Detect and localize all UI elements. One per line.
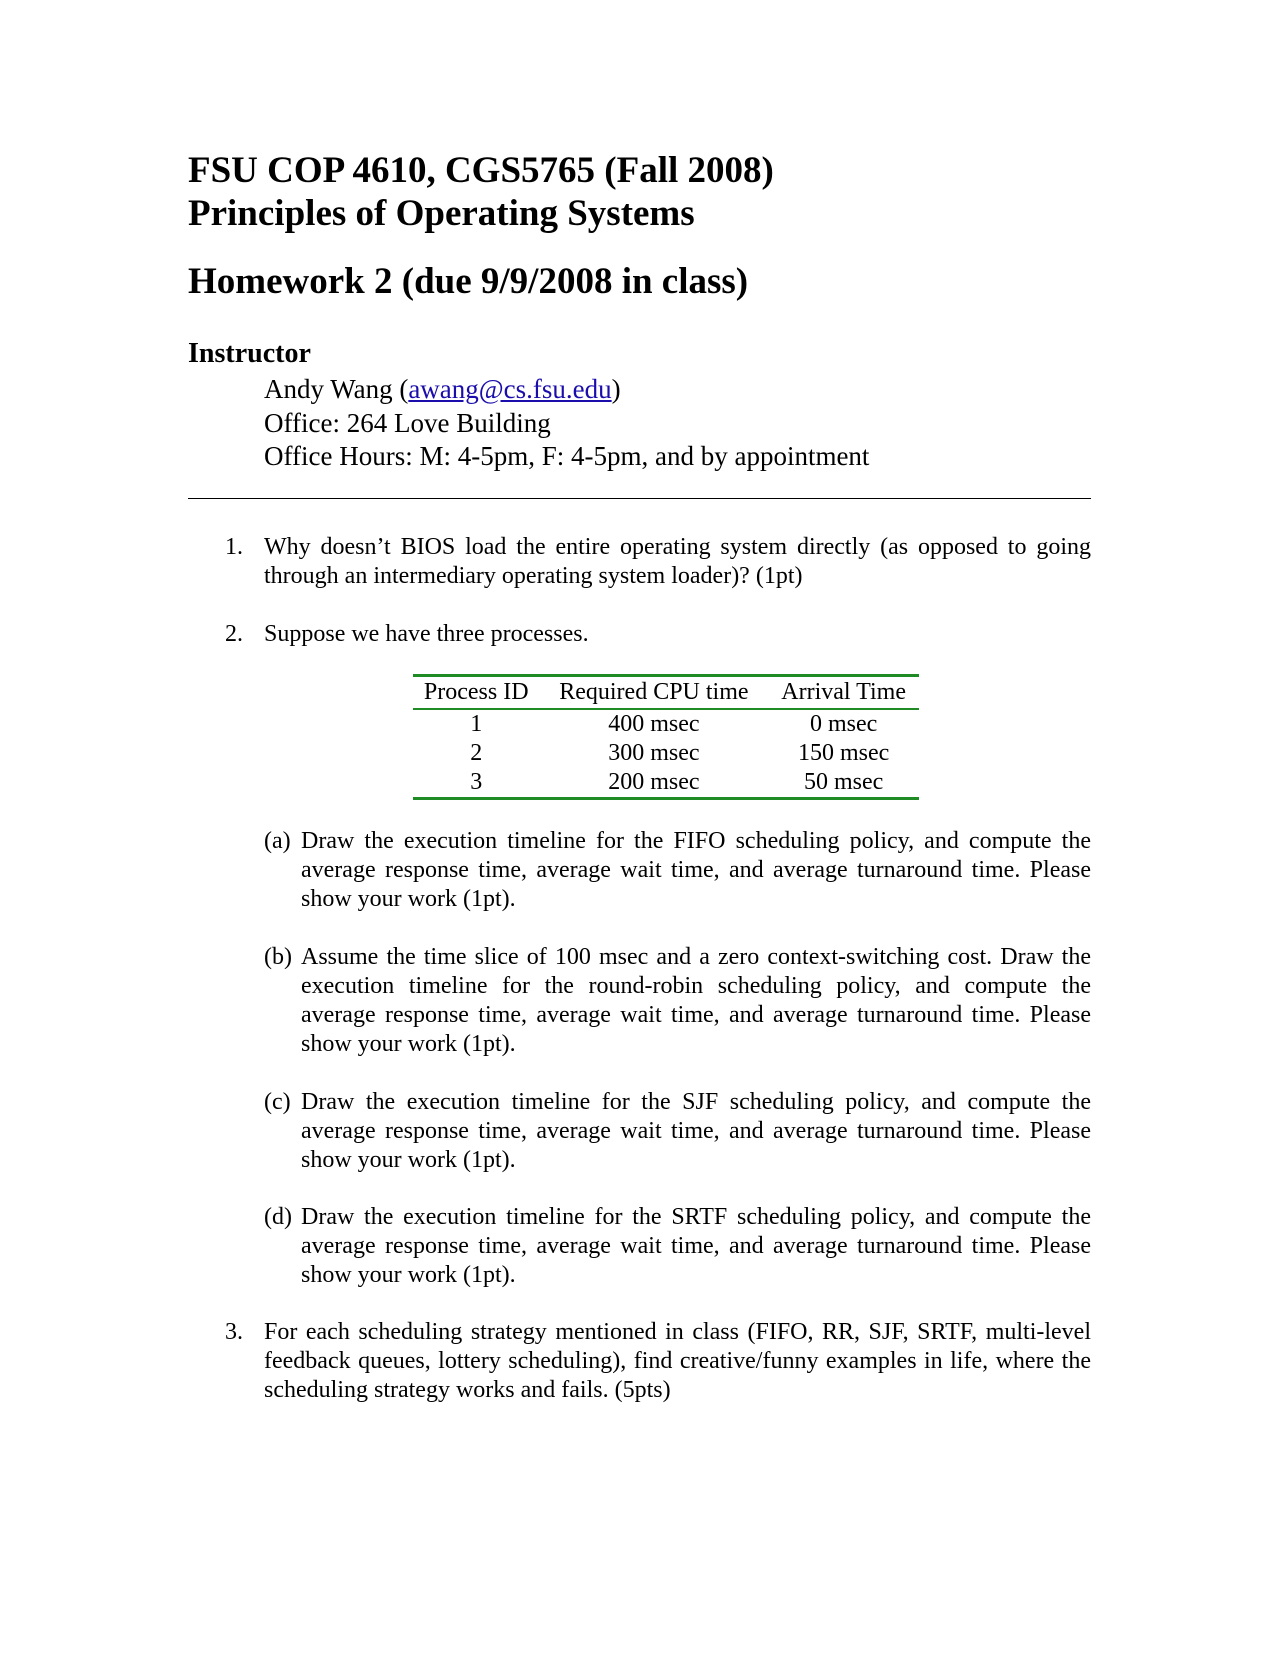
instructor-email-link[interactable]: awang@cs.fsu.edu bbox=[408, 374, 612, 404]
column-header: Process ID bbox=[423, 679, 529, 705]
table-cell: 0 msec bbox=[809, 711, 878, 737]
table-cell: 300 msec bbox=[608, 740, 700, 766]
column-header: Required CPU time bbox=[559, 679, 749, 705]
subpart-label: (c) bbox=[264, 1089, 291, 1115]
column-header: Arrival Time bbox=[781, 679, 906, 705]
subpart-a bbox=[264, 827, 1091, 914]
table-row bbox=[413, 709, 919, 739]
subpart-text: Draw the execution timeline for the SJF scheduling policy, and compute the average response time, average wait time, and average turnaround time. Please show your work (1pt). bbox=[301, 1089, 1091, 1173]
table-cell: 1 bbox=[470, 711, 483, 737]
question-number: 2. bbox=[225, 621, 243, 647]
question-1 bbox=[225, 533, 1091, 591]
question-2 bbox=[225, 620, 1091, 649]
subpart-text: Assume the time slice of 100 msec and a zero context-switching cost. Draw the execution timeline for the round-robin scheduling policy, and compute the average response time, average wait time, and average turnaround time. Please show your work (1pt). bbox=[301, 944, 1091, 1057]
subpart-c bbox=[264, 1088, 1091, 1175]
instructor-name-line bbox=[264, 374, 621, 405]
table-cell: 200 msec bbox=[608, 769, 700, 795]
question-number: 3. bbox=[225, 1319, 243, 1345]
subpart-label: (a) bbox=[264, 828, 291, 854]
instructor-name-suffix: ) bbox=[611, 374, 621, 404]
table-cell: 150 msec bbox=[797, 740, 890, 766]
instructor-office: Office: 264 Love Building bbox=[264, 408, 551, 438]
process-table bbox=[413, 674, 919, 800]
question-text: Why doesn’t BIOS load the entire operating system directly (as opposed to going through an intermediary operating system loader)? (1pt) bbox=[264, 534, 1091, 589]
course-subtitle: Principles of Operating Systems bbox=[188, 193, 695, 234]
subpart-label: (b) bbox=[264, 944, 292, 970]
table-row bbox=[413, 739, 919, 768]
homework-title: Homework 2 (due 9/9/2008 in class) bbox=[188, 261, 749, 302]
table-row bbox=[413, 768, 919, 799]
subpart-d bbox=[264, 1203, 1091, 1290]
table-cell: 50 msec bbox=[803, 769, 884, 795]
question-number: 1. bbox=[225, 534, 243, 560]
table-cell: 3 bbox=[470, 769, 483, 795]
table-cell: 400 msec bbox=[608, 711, 700, 737]
subpart-text: Draw the execution timeline for the FIFO scheduling policy, and compute the average response time, average wait time, and average turnaround time. Please show your work (1pt). bbox=[301, 828, 1091, 912]
question-text: For each scheduling strategy mentioned in class (FIFO, RR, SJF, SRTF, multi-level feedback queues, lottery scheduling), find creative/funny examples in life, where the scheduling strategy works and fails. (5pts) bbox=[264, 1319, 1091, 1403]
course-title: FSU COP 4610, CGS5765 (Fall 2008) bbox=[188, 150, 774, 191]
table-header-row bbox=[413, 676, 919, 710]
table-cell: 2 bbox=[470, 740, 483, 766]
question-text: Suppose we have three processes. bbox=[264, 621, 589, 647]
instructor-hours: Office Hours: M: 4-5pm, F: 4-5pm, and by appointment bbox=[264, 441, 870, 471]
subpart-text: Draw the execution timeline for the SRTF scheduling policy, and compute the average response time, average wait time, and average turnaround time. Please show your work (1pt). bbox=[301, 1204, 1091, 1288]
instructor-heading: Instructor bbox=[188, 338, 311, 369]
subpart-label: (d) bbox=[264, 1204, 292, 1230]
instructor-name: Andy Wang ( bbox=[264, 374, 409, 404]
subpart-b bbox=[264, 943, 1091, 1059]
question-3 bbox=[225, 1318, 1091, 1405]
horizontal-divider bbox=[188, 498, 1091, 499]
